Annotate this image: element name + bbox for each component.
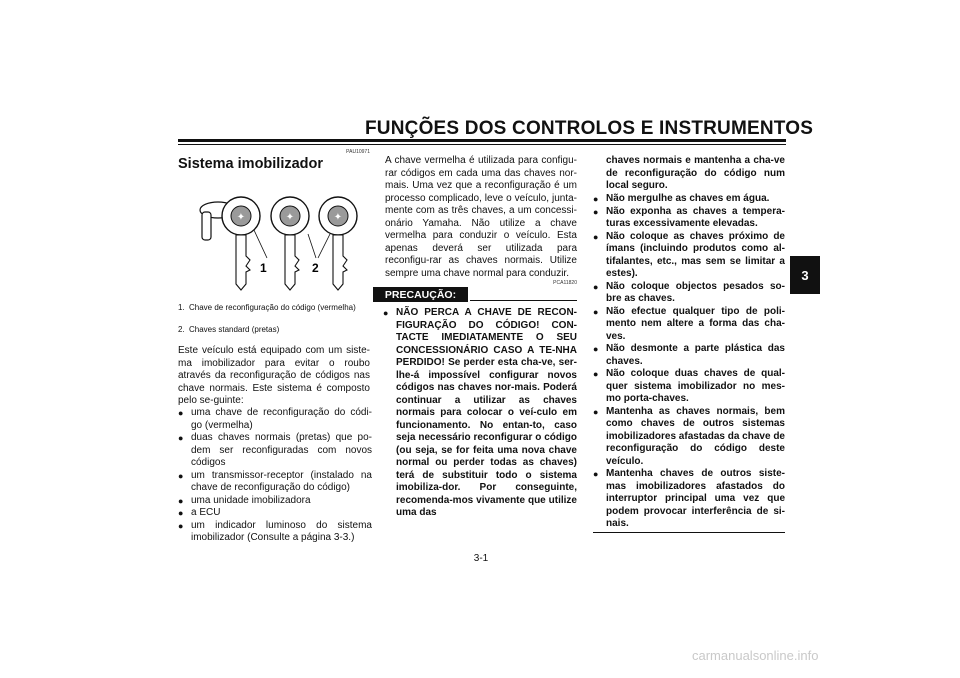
- list-item: ● Não coloque duas chaves de qual-quer sistema imobilizador no mes-mo porta-chaves.: [593, 368, 785, 404]
- caution-continuation: chaves normais e mantenha a cha-ve de reconfiguração do código num local seguro.: [606, 155, 785, 191]
- header-rule-thin: [178, 144, 786, 145]
- list-item: ● Não mergulhe as chaves em água.: [593, 193, 770, 204]
- list-item: ● Não coloque as chaves próximo de ímans (incluindo produtos como al-tifalantes, etc., mas sem se limitar a estes).: [593, 230, 785, 279]
- header-rule-thick: [178, 139, 786, 142]
- list-item: ● duas chaves normais (pretas) que po-dem ser reconfiguradas com novos códigos: [178, 432, 372, 468]
- callout-line: [318, 234, 330, 258]
- section-heading: Sistema imobilizador: [178, 156, 324, 172]
- list-item: ● um transmissor-receptor (instalado na chave de reconfiguração do código): [178, 469, 372, 493]
- standard-key-icon: [319, 197, 357, 290]
- intro-paragraph: Este veículo está equipado com um siste-ma imobilizador para evitar o roubo através da reconfiguração de códigos nas chave normais. Este sistema é composto pelo se-guinte:: [178, 345, 370, 406]
- code-reset-key-icon: [222, 197, 260, 290]
- svg-text:✦: ✦: [285, 212, 295, 223]
- caution-end-rule: [593, 532, 785, 533]
- figure-caption-2: 2. Chaves standard (pretas): [178, 325, 280, 334]
- caution-list-continued: [593, 193, 785, 531]
- keys-illustration: [190, 186, 365, 298]
- list-item: ● uma unidade imobilizadora: [178, 494, 311, 506]
- caution-label: PRECAUÇÃO:: [373, 287, 468, 302]
- callout-line: [308, 234, 316, 258]
- list-item: ● Mantenha as chaves normais, bem como chaves de outros sistemas imobilizadores afastadas da chave de reconfiguração do código deste veículo.: [593, 405, 785, 467]
- list-item: ● Mantenha chaves de outros siste-mas imobilizadores afastados do interruptor principal uma vez que podem provocar interferência de si-nais.: [593, 468, 785, 529]
- list-item: ● a ECU: [178, 507, 221, 518]
- section-code: PAU10971: [346, 149, 370, 155]
- svg-text:✦: ✦: [333, 212, 343, 223]
- list-item: ● Não exponha as chaves a tempera-turas excessivamente elevadas.: [593, 205, 785, 229]
- list-item: ● Não efectue qualquer tipo de poli-mento nem altere a forma das cha-ves.: [593, 305, 785, 342]
- callout-line: [254, 230, 267, 258]
- caution-list: [383, 307, 577, 520]
- list-item: ● uma chave de reconfiguração do códi-go (vermelha): [178, 407, 372, 431]
- caution-rule: [470, 300, 577, 301]
- list-item: ● NÃO PERCA A CHAVE DE RECON-FIGURAÇÃO DO CÓDIGO! CON-TACTE IMEDIATAMENTE O SEU CONCESSIONÁRIO CASO A TE-NHA PERDIDO! Se perder esta cha-ve, ser-lhe-á impossível configurar novos códigos nas chaves nor-mais. Poderá continuar a utilizar as chaves normais para colocar o veí-culo em funcionamento. No entan-to, caso seja necessário reconfigurar o código (ou seja, se for feita uma nova chave normal ou perder todas as chaves) terá de substituir todo o sistema imobiliza-dor. Por conseguinte, recomenda-mos vivamente que utilize uma das: [383, 307, 577, 518]
- figure-caption-1: 1. Chave de reconfiguração do código (vermelha): [178, 303, 356, 312]
- caution-code: PCA11820: [553, 280, 577, 286]
- watermark: carmanualsonline.info: [692, 648, 819, 663]
- callout-1: 1: [260, 261, 267, 275]
- list-item: ● Não coloque objectos pesados so-bre as chaves.: [593, 280, 785, 304]
- page-number: 3-1: [473, 553, 489, 564]
- components-list: [178, 407, 372, 545]
- list-item: ● Não desmonte a parte plástica das chaves.: [593, 343, 785, 367]
- svg-text:✦: ✦: [236, 212, 246, 223]
- standard-key-icon: [271, 197, 309, 290]
- red-key-paragraph: A chave vermelha é utilizada para configu-rar códigos em cada uma das chaves nor-mais. Uma vez que a reconfiguração é um processo complicado, leve o veículo, junta-mente com as três chaves, a um concessi-onário Yamaha. Não utilize a chave vermelha para conduzir o veículo. Esta apenas deverá ser utilizada para reconfigu-rar as chaves normais. Utilize sempre uma chave normal para conduzir.: [385, 155, 577, 279]
- chapter-tab: 3: [790, 256, 820, 294]
- list-item: ● um indicador luminoso do sistema imobilizador (Consulte a página 3-3.): [178, 519, 372, 543]
- chapter-title: FUNÇÕES DOS CONTROLOS E INSTRUMENTOS: [365, 118, 814, 139]
- callout-2: 2: [312, 261, 319, 275]
